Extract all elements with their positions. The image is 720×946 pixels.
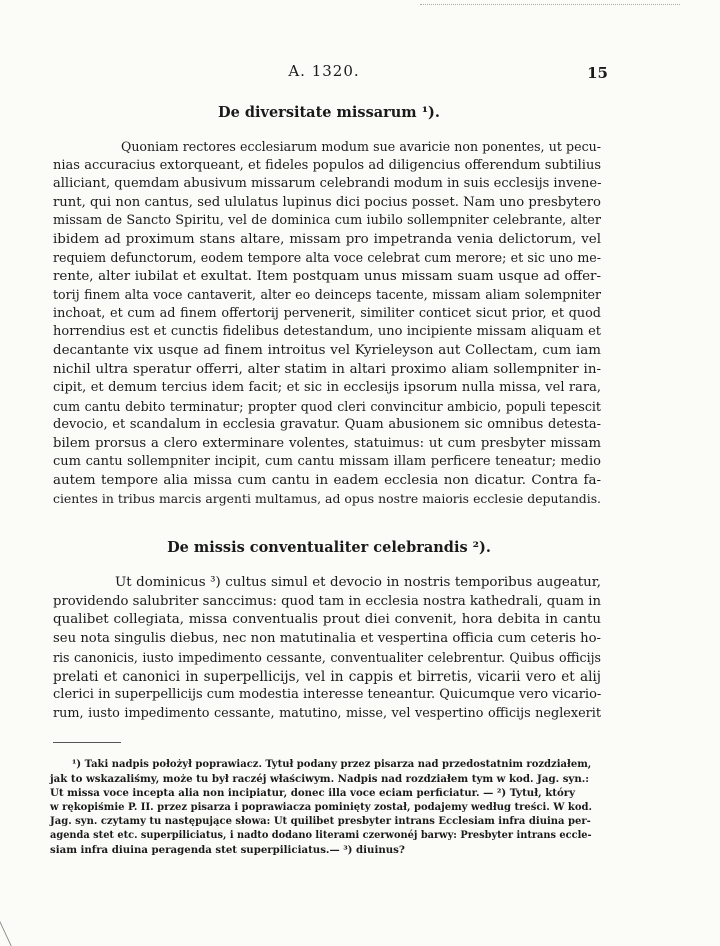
text-line: alliciant, quemdam abusivum missarum celebrandi modum in suis ecclesijs invene- [53, 176, 602, 192]
text-line: seu nota singulis diebus, nec non matutinalia et vespertina officia cum ceteris ho- [53, 631, 601, 647]
text-line: rente, alter iubilat et exultat. Item postquam unus missam suam usque ad offer- [53, 268, 601, 284]
text-line: providendo salubriter sanccimus: quod tam in ecclesia nostra kathedrali, quam in [53, 593, 601, 609]
text-line: horrendius est et cunctis fidelibus detestandum, uno incipiente missam aliquam et [53, 324, 601, 340]
running-title: A. 1320. [288, 62, 360, 80]
text-line: nichil ultra speratur offerri, alter statim in altari proximo aliam sollempniter in- [53, 361, 601, 377]
text-line: autem tempore alia missa cum cantu in eadem ecclesia non dicatur. Contra fa- [53, 472, 601, 488]
section-body-conventualiter [53, 574, 601, 724]
text-line: runt, qui non cantus, sed ululatus lupinus dici pocius posset. Nam uno presbytero [53, 194, 601, 210]
text-line: cum cantu sollempniter incipit, cum cantu missam illam perficere teneatur; medio [53, 454, 601, 470]
text-line: inchoat, et cum ad finem offertorij pervenerit, similiter conticet sicut prior, et quod [53, 305, 601, 321]
text-line: cum cantu debito terminatur; propter quod cleri convincitur ambicio, populi tepescit [53, 398, 601, 414]
text-line: bilem prorsus a clero exterminare volentes, statuimus: ut cum presbyter missam [53, 435, 601, 451]
text-line: torij finem alta voce cantaverit, alter eo deinceps tacente, missam aliam solempniter [53, 287, 601, 303]
text-line: rum, iusto impedimento cessante, matutino, misse, vel vespertino officijs neglexerit [53, 705, 601, 721]
text-line: ibidem ad proximum stans altare, missam pro impetranda venia delictorum, vel [53, 231, 601, 247]
text-line: decantante vix usque ad finem introitus vel Kyrieleyson aut Collectam, cum iam [53, 343, 601, 359]
footnote-line: siam infra diuina peragenda stet superpiliciatus.— ³) diuinus? [50, 844, 405, 857]
footnote-line: Ut missa voce incepta alia non incipiatur, donec illa voce eciam perficiatur. — ²) Tytuł, który [50, 787, 576, 800]
section-title-conventualiter: De missis conventualiter celebrandis ²). [167, 539, 491, 556]
footnotes [50, 758, 600, 857]
text-line: ris canonicis, iusto impedimento cessante, conventualiter celebrentur. Quibus officijs [53, 649, 601, 665]
text-line: Quoniam rectores ecclesiarum modum sue avaricie non ponentes, ut pecu- [121, 139, 601, 154]
text-line: prelati et canonici in superpellicijs, vel in cappis et birretis, vicarii vero et alij [53, 668, 601, 685]
footnote-line: jak to wskazaliśmy, może tu był raczéj właściwym. Nadpis nad rozdziałem tym w kod. Jag. syn.: [50, 773, 590, 786]
text-line: nias accuracius extorqueant, et fideles populos ad diligencius offerendum subtilius [53, 157, 601, 173]
text-line: requiem defunctorum, eodem tempore alta voce celebrat cum merore; et sic uno me- [53, 250, 601, 266]
page-number: 15 [587, 64, 608, 82]
section-title-diversitate: De diversitate missarum ¹). [218, 104, 440, 121]
footnote-divider [53, 742, 121, 743]
section-body-diversitate [53, 138, 601, 509]
text-line: cientes in tribus marcis argenti multamus, ad opus nostre maioris ecclesie deputandis. [53, 491, 601, 507]
footnote-line: Jag. syn. czytamy tu następujące słowa: Ut quilibet presbyter intrans Ecclesiam infra diuina per- [50, 815, 591, 827]
text-line: cipit, et demum tercius idem facit; et sic in ecclesijs ipsorum nulla missa, vel rara, [53, 380, 601, 396]
scan-artifact [420, 4, 680, 7]
text-line: Ut dominicus ³) cultus simul et devocio in nostris temporibus augeatur, [115, 575, 601, 590]
text-line: missam de Sancto Spiritu, vel de dominica cum iubilo sollempniter celebrante, alter [53, 213, 601, 229]
footnote-line: w rękopiśmie P. II. przez pisarza i poprawiacza pominięty został, podajemy według treści. W kod. [50, 801, 593, 813]
text-line: qualibet collegiata, missa conventualis prout diei convenit, hora debita in cantu [53, 612, 601, 628]
text-line: devocio, et scandalum in ecclesia gravatur. Quam abusionem sic omnibus detesta- [53, 417, 601, 433]
footnote-line: agenda stet etc. superpiliciatus, i nadto dodano literami czerwonéj barwy: Presbyter intrans eccle- [50, 830, 592, 842]
scan-artifact [0, 900, 32, 946]
footnote-line: ¹) Taki nadpis położył poprawiacz. Tytuł podany przez pisarza nad przedostatnim rozdziałem, [72, 759, 592, 770]
text-line: clerici in superpellicijs cum modestia interesse teneantur. Quicumque vero vicario- [53, 687, 602, 703]
